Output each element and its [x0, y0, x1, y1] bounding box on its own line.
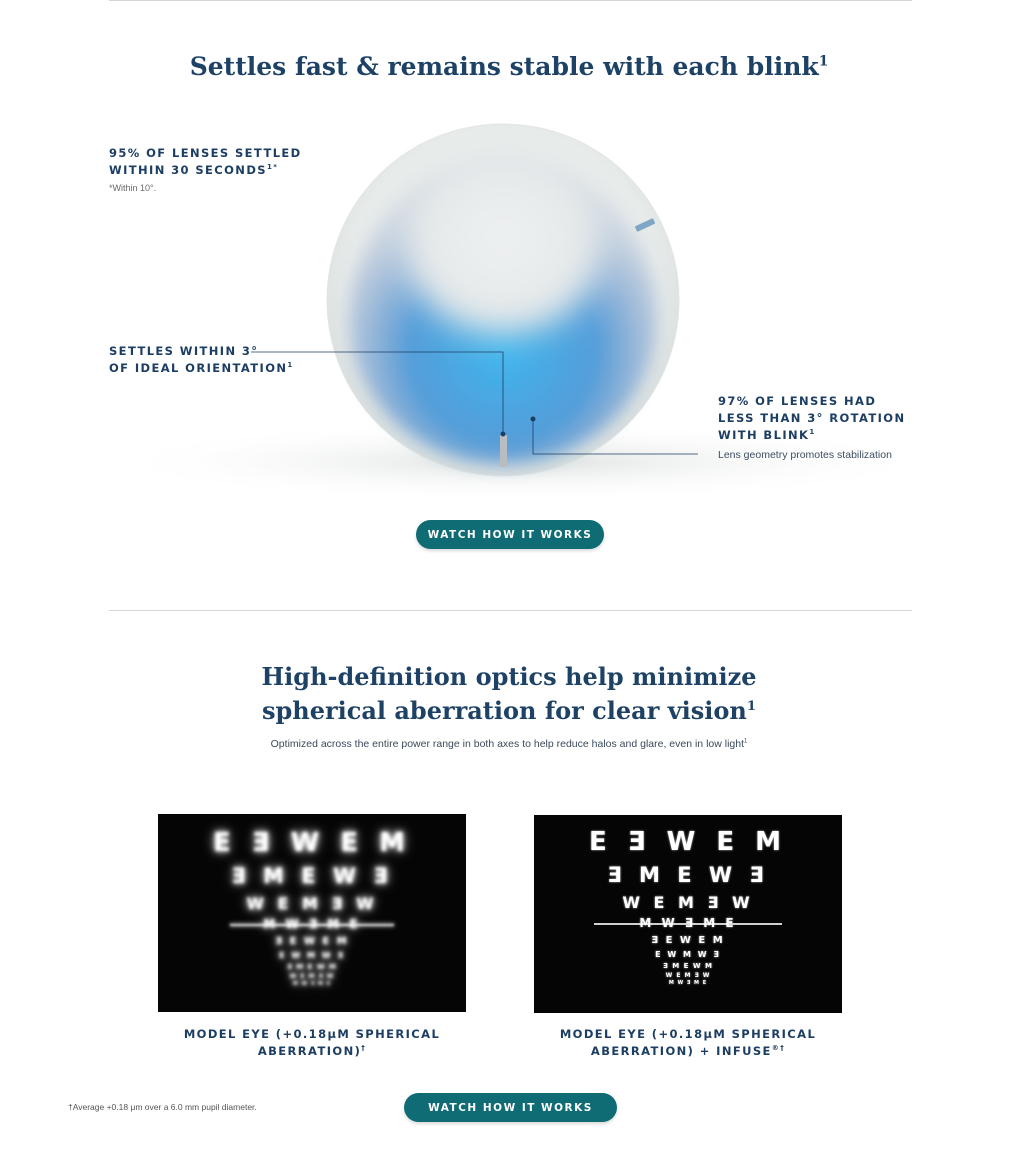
chart-row: Ǝ M E W Ǝ — [231, 864, 393, 888]
watch-how-it-works-button-stability[interactable]: WATCH HOW IT WORKS — [416, 520, 604, 549]
watch-how-it-works-button-optics[interactable]: WATCH HOW IT WORKS — [404, 1093, 617, 1122]
callout-orientation-line1: SETTLES WITHIN 3° — [109, 344, 259, 358]
lens-optic-zone — [385, 150, 621, 370]
lens-stabilization-mark — [500, 435, 507, 467]
optics-subtitle-sup: 1 — [744, 738, 748, 745]
top-divider — [109, 0, 912, 1]
callout-rotation-line2: LESS THAN 3° ROTATION — [718, 411, 906, 425]
caption-infuse-sup: ®† — [771, 1044, 786, 1053]
chart-row: W E M Ǝ W — [622, 893, 754, 912]
callout-settled-sup: 1* — [266, 163, 279, 172]
callout-settled-title — [109, 145, 302, 179]
callout-orientation-sup: 1 — [287, 361, 294, 370]
optics-heading — [0, 660, 1018, 728]
rotation-leader-dot — [531, 417, 536, 422]
chart-row: Ǝ E W E M — [651, 935, 725, 946]
caption-infuse-line1: MODEL EYE (+0.18μM SPHERICAL — [559, 1027, 817, 1041]
callout-rotation-title — [718, 393, 906, 444]
optics-subtitle — [0, 738, 1018, 750]
callout-settled-line1: 95% OF LENSES SETTLED — [109, 146, 302, 160]
caption-aberration — [158, 1026, 466, 1060]
caption-infuse — [534, 1026, 842, 1060]
callout-settled-note: *Within 10°. — [109, 183, 157, 193]
callout-settled-line2: WITHIN 30 SECONDS — [109, 163, 267, 177]
chart-row: Ǝ M E W M — [287, 963, 337, 971]
stability-heading-sup: 1 — [818, 53, 829, 70]
optics-heading-line2: spherical aberration for clear vision — [261, 696, 747, 725]
caption-aberration-sup: † — [361, 1044, 367, 1053]
caption-aberration-line2: ABERRATION) — [257, 1044, 362, 1058]
optics-subtitle-text: Optimized across the entire power range in both axes to help reduce halos and glare, even in low light — [270, 738, 745, 750]
chart-row: E Ǝ W E M — [212, 828, 412, 858]
section-divider — [109, 610, 912, 611]
chart-row: E Ǝ W E M — [588, 827, 788, 857]
chart-row: E W M W Ǝ — [279, 951, 345, 960]
callout-rotation-line1: 97% OF LENSES HAD — [718, 394, 877, 408]
chart-row: M W Ǝ M E — [668, 980, 708, 986]
chart-row: E W M W Ǝ — [655, 950, 721, 959]
stability-heading — [0, 52, 1018, 81]
chart-row: W E M Ǝ W — [246, 894, 378, 913]
optics-heading-sup: 1 — [746, 699, 757, 714]
callout-rotation-sup: 1 — [809, 428, 816, 437]
optics-heading-line1: High-definition optics help minimize — [261, 662, 757, 691]
chart-row: W E M Ǝ W — [289, 973, 335, 980]
orientation-leader-dot — [501, 432, 506, 437]
chart-row: M W Ǝ M E — [292, 981, 332, 987]
optics-footnote: †Average +0.18 μm over a 6.0 mm pupil diameter. — [68, 1102, 257, 1112]
callout-orientation-line2: OF IDEAL ORIENTATION — [109, 361, 288, 375]
stability-heading-text: Settles fast & remains stable with each blink — [189, 52, 819, 81]
callout-rotation-line3: WITH BLINK — [718, 428, 810, 442]
chart-row: Ǝ M E W Ǝ — [607, 863, 769, 887]
chart-row: M W Ǝ M E — [639, 916, 737, 930]
chart-row: M W Ǝ M E — [263, 917, 361, 931]
caption-infuse-line2: ABERRATION) + INFUSE — [590, 1044, 772, 1058]
chart-row: Ǝ M E W M — [663, 962, 713, 970]
chart-row: W E M Ǝ W — [665, 972, 711, 979]
eye-chart-image-aberration — [158, 814, 466, 1012]
eye-chart-image-infuse — [534, 815, 842, 1013]
callout-orientation-title — [109, 343, 294, 377]
callout-rotation-desc: Lens geometry promotes stabilization — [718, 449, 892, 461]
chart-row: Ǝ E W E M — [275, 936, 349, 947]
caption-aberration-line1: MODEL EYE (+0.18μM SPHERICAL — [183, 1027, 441, 1041]
